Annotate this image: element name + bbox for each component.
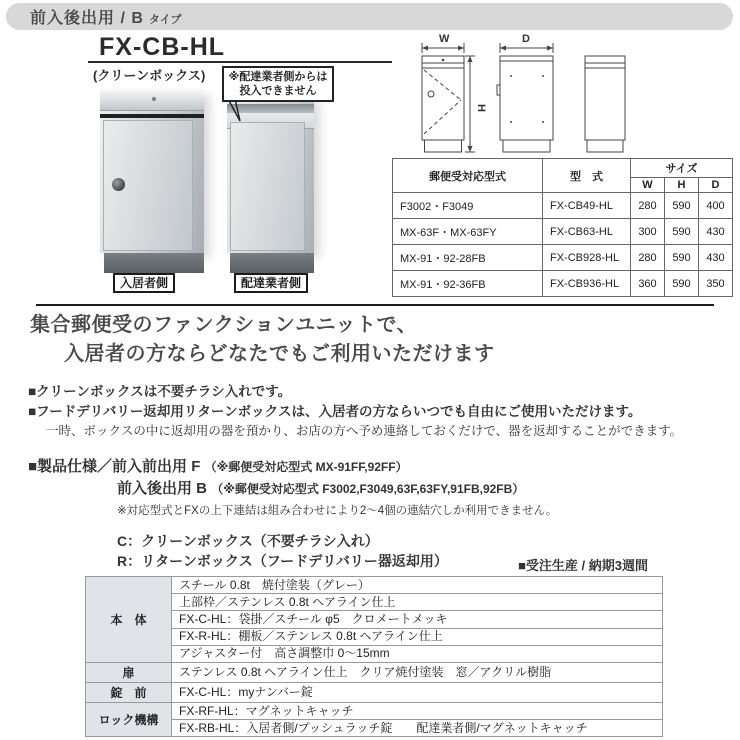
size-table-col-h: H bbox=[665, 178, 699, 193]
mailbox-door bbox=[103, 120, 193, 251]
group-label-lock-mechanism: ロック機構 bbox=[86, 702, 172, 736]
cell-model: FX-CB63-HL bbox=[543, 219, 631, 245]
feature-item-detail: 一時、ボックスの中に返却用の器を預かり、お店の方へ予め連絡しておくだけで、器を返却することができます。 bbox=[46, 424, 683, 438]
cell-h: 590 bbox=[665, 245, 699, 271]
cell-w: 360 bbox=[631, 271, 665, 297]
spec-line-f-models: （※郵便受対応型式 MX-91FF,92FF） bbox=[204, 460, 408, 474]
cell-d: 430 bbox=[699, 219, 733, 245]
mailbox-base-delivery bbox=[230, 253, 314, 273]
cell-h: 590 bbox=[665, 193, 699, 219]
delivery-note-line1: ※配達業者側からは bbox=[228, 71, 328, 83]
spec-cell: FX-RF-HL：マグネットキャッチ bbox=[172, 702, 663, 719]
cell-model: FX-CB928-HL bbox=[543, 245, 631, 271]
title-underline bbox=[88, 61, 392, 63]
photo-label-resident: 入居者側 bbox=[113, 273, 175, 293]
spec-cell: スチール 0.8t 焼付塗装（グレー） bbox=[172, 577, 663, 594]
spec-r-line: R：リターンボックス（フードデリバリー器返却用） bbox=[117, 553, 448, 569]
section-divider bbox=[36, 304, 714, 306]
table-row bbox=[86, 682, 663, 702]
cell-d: 430 bbox=[699, 245, 733, 271]
table-row bbox=[86, 662, 663, 682]
category-bar bbox=[6, 3, 733, 30]
cell-model: FX-CB49-HL bbox=[543, 193, 631, 219]
diagram-depth-label: D bbox=[522, 33, 530, 45]
spec-cell: 上部枠／ステンレス 0.8t ヘアライン仕上 bbox=[172, 594, 663, 611]
size-table-col-w: W bbox=[631, 178, 665, 193]
title-subtitle: (クリーンボックス) bbox=[93, 68, 206, 83]
spec-c-line: C：クリーンボックス（不要チラシ入れ） bbox=[117, 533, 379, 549]
group-label-door: 扉 bbox=[86, 662, 172, 682]
cell-d: 400 bbox=[699, 193, 733, 219]
delivery-note-callout bbox=[222, 66, 334, 102]
mailbox-base-resident bbox=[104, 253, 204, 273]
table-row bbox=[86, 577, 663, 594]
mailbox-photo-resident bbox=[100, 90, 204, 253]
lock-dial-icon bbox=[112, 178, 125, 191]
spec-cell: FX-R-HL：棚板／ステンレス 0.8t ヘアライン仕上 bbox=[172, 628, 663, 645]
spec-line-b-label: 前入後出用 B bbox=[117, 480, 208, 497]
size-table-col-d: D bbox=[699, 178, 733, 193]
cell-h: 590 bbox=[665, 271, 699, 297]
size-table-col-mail-model: 郵便受対応型式 bbox=[393, 159, 543, 193]
size-table-col-size: サイズ bbox=[631, 159, 733, 178]
feature-item: ■クリーンボックスは不要チラシ入れです。 bbox=[28, 384, 292, 399]
size-table bbox=[392, 158, 733, 297]
page-title: FX-CB-HL bbox=[99, 33, 226, 61]
mail-slot bbox=[100, 114, 204, 118]
cell-mail-model: MX-63F・MX-63FY bbox=[393, 219, 543, 245]
spec-line-f bbox=[28, 456, 557, 478]
dimension-diagram bbox=[405, 30, 735, 158]
headline-line2: 入居者の方ならどなたでもご利用いただけます bbox=[64, 343, 495, 365]
cell-w: 300 bbox=[631, 219, 665, 245]
feature-list bbox=[28, 382, 682, 441]
headline bbox=[30, 311, 495, 369]
cell-h: 590 bbox=[665, 219, 699, 245]
table-row bbox=[86, 720, 663, 737]
screw-icon bbox=[152, 97, 156, 101]
cell-w: 280 bbox=[631, 193, 665, 219]
category-type-suffix: タイプ bbox=[148, 13, 182, 26]
category-label: 前入後出用 / B bbox=[30, 10, 144, 27]
size-table-row bbox=[393, 245, 733, 271]
table-row bbox=[86, 594, 663, 611]
cell-model: FX-CB936-HL bbox=[543, 271, 631, 297]
diagram-width-label: W bbox=[439, 33, 450, 45]
group-label-body: 本 体 bbox=[86, 577, 172, 663]
table-row bbox=[86, 645, 663, 662]
table-row bbox=[86, 628, 663, 645]
size-table-row bbox=[393, 219, 733, 245]
table-row bbox=[86, 611, 663, 628]
spec-cell: FX-C-HL：myナンバー錠 bbox=[172, 682, 663, 702]
photo-label-delivery: 配達業者側 bbox=[234, 273, 308, 293]
headline-line1: 集合郵便受のファンクションユニットで、 bbox=[30, 314, 418, 336]
spec-line-b bbox=[117, 478, 557, 500]
size-table-row bbox=[393, 193, 733, 219]
spec-cell: FX-RB-HL：入居者側/プッシュラッチ錠 配達業者側/マグネットキャッチ bbox=[172, 720, 663, 737]
size-table-col-model: 型 式 bbox=[543, 159, 631, 193]
size-table-row bbox=[393, 271, 733, 297]
table-row bbox=[86, 702, 663, 719]
feature-item: ■フードデリバリー返却用リターンボックスは、入居者の方ならいつでも自由にご使用いただけます。 bbox=[28, 404, 642, 419]
spec-cell: FX-C-HL：袋掛／スチール φ5 クロメートメッキ bbox=[172, 611, 663, 628]
material-spec-table bbox=[85, 576, 663, 737]
spec-line-f-label: ■製品仕様／前入前出用 F bbox=[28, 458, 201, 475]
group-label-lock: 錠 前 bbox=[86, 682, 172, 702]
cell-mail-model: MX-91・92-28FB bbox=[393, 245, 543, 271]
spec-compat-note: ※対応型式とFXの上下連結は組み合わせにより2～4個の連結穴しか利用できません。 bbox=[117, 505, 558, 517]
cell-mail-model: F3002・F3049 bbox=[393, 193, 543, 219]
spec-cell: ステンレス 0.8t ヘアライン仕上 クリア焼付塗装 窓／アクリル樹脂 bbox=[172, 662, 663, 682]
cell-mail-model: MX-91・92-36FB bbox=[393, 271, 543, 297]
production-note: ■受注生産 / 納期3週間 bbox=[518, 558, 648, 573]
product-spec-block bbox=[28, 456, 557, 571]
cell-w: 280 bbox=[631, 245, 665, 271]
spec-line-b-models: （※郵便受対応型式 F3002,F3049,63F,63FY,91FB,92FB） bbox=[211, 482, 525, 496]
diagram-height-label: H bbox=[475, 104, 487, 112]
mailbox-door bbox=[230, 122, 305, 251]
spec-cell: アジャスター付 高さ調整巾 0～15mm bbox=[172, 645, 663, 662]
callout-tail bbox=[224, 99, 246, 123]
cell-d: 350 bbox=[699, 271, 733, 297]
delivery-note-line2: 投入できません bbox=[239, 85, 317, 97]
mailbox-top-frame bbox=[100, 90, 204, 111]
